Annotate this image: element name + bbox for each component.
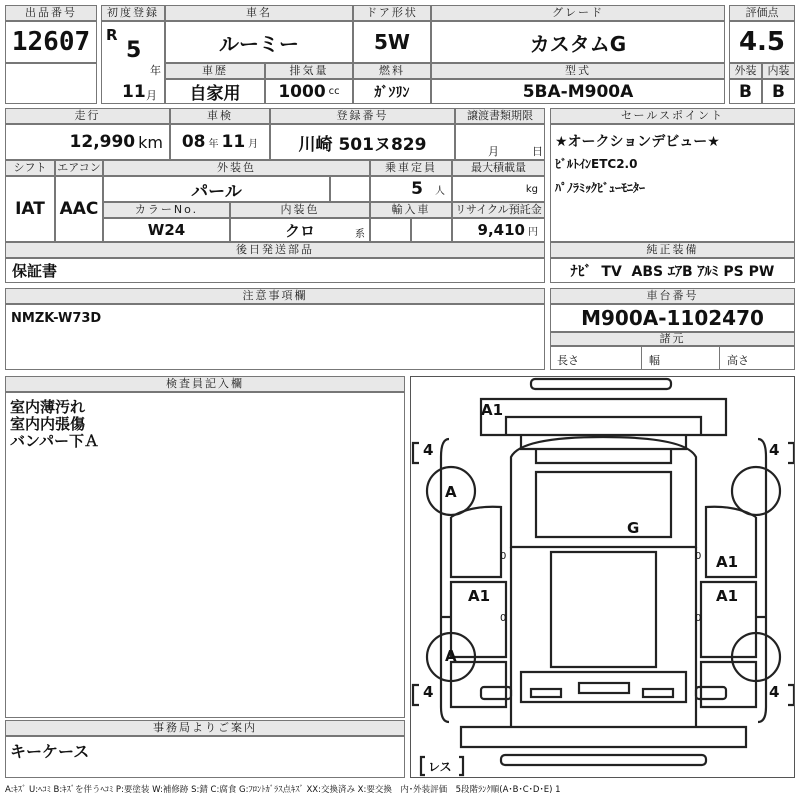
inspection-cell	[170, 124, 270, 160]
capacity-value: 5	[411, 179, 423, 199]
sales-point-1: ★オークションデビュー★	[555, 134, 720, 150]
legend-text: A:ｷｽﾞ U:ﾍｺﾐ B:ｷｽﾞを伴うﾍｺﾐ P:要塗装 W:補修跡 S:錆 C:腐食 G:ﾌﾛﾝﾄｶﾞﾗｽ点ｷｽﾞ XX:交換済み X:要交換 内･外装評価 5段階ﾗﾝｸ順(A･B･C･D･E) 1	[5, 785, 561, 795]
office-label: 事務局よりご案内	[5, 720, 405, 736]
notes-value: NMZK-W73D	[11, 311, 102, 326]
inspector-note-2: 室内内張傷	[10, 415, 86, 433]
spec-length: 長さ	[557, 354, 579, 367]
ext-color-blank	[330, 176, 370, 202]
lot-number: 12607	[5, 21, 97, 63]
car-diagram	[410, 376, 795, 778]
import-label: 輸入車	[370, 202, 452, 218]
mark-right-front-door: A1	[716, 553, 739, 571]
office-box	[5, 736, 405, 778]
history-label: 車歴	[165, 63, 265, 79]
later-parts-label: 後日発送部品	[5, 242, 545, 258]
mark-right-rear-door: A1	[716, 587, 739, 605]
door-value: 5W	[353, 21, 431, 63]
ext-color-value: パール	[103, 176, 330, 202]
inspector-note-1: 室内薄汚れ	[10, 398, 86, 416]
car-outline-svg	[411, 377, 795, 778]
inspection-year-unit: 年	[208, 138, 219, 150]
first-reg-month: 11	[122, 82, 146, 102]
model-value: 5BA-M900A	[431, 79, 725, 104]
recycle-unit: 円	[528, 226, 538, 238]
aircon-value: AAC	[55, 176, 103, 242]
zero-label: 0	[500, 551, 507, 562]
model-label: 型式	[431, 63, 725, 79]
top-info-panel	[5, 5, 795, 104]
inspector-note-3: バンパー下Ａ	[10, 432, 99, 450]
vehicle-detail-panel	[5, 108, 545, 283]
shift-label: シフト	[5, 160, 55, 176]
score-ext: B	[729, 79, 762, 104]
inspection-year: 08	[181, 132, 206, 152]
zero-label: 0	[695, 551, 702, 562]
mileage-label: 走行	[5, 108, 170, 124]
tread-spare: レス	[428, 760, 452, 774]
tread-rear-right: 4	[769, 683, 780, 701]
sales-point-2: ﾋﾞﾙﾄｲﾝETC2.0	[555, 157, 638, 171]
import-cell-a	[370, 218, 411, 242]
recycle-value: 9,410	[477, 221, 525, 239]
specs-row	[550, 346, 795, 370]
first-reg-year: 5	[126, 38, 142, 63]
score-int-label: 内装	[762, 63, 795, 79]
fuel-label: 燃料	[353, 63, 431, 79]
mark-hood: A1	[481, 401, 504, 419]
capacity-unit: 人	[435, 185, 445, 197]
tread-rear-left: 4	[423, 683, 434, 701]
sales-point-3: ﾊﾟﾉﾗﾐｯｸﾋﾞｭｰﾓﾆﾀｰ	[555, 181, 646, 195]
int-color-unit: 系	[355, 229, 365, 240]
mark-left-rear-door: A1	[468, 587, 491, 605]
mark-roof: G	[627, 519, 640, 537]
transfer-month-unit: 月	[488, 145, 499, 158]
displacement-label: 排気量	[265, 63, 353, 79]
spec-width: 幅	[649, 354, 660, 367]
displacement-value: 1000	[278, 81, 326, 102]
first-reg-cell	[101, 21, 165, 104]
score-value: 4.5	[729, 21, 795, 63]
ext-color-label: 外装色	[103, 160, 370, 176]
inspection-month: 11	[221, 132, 246, 152]
tread-front-right: 4	[769, 441, 780, 459]
car-name-label: 車名	[165, 5, 353, 21]
office-value: キーケース	[10, 742, 90, 761]
int-color-cell	[230, 218, 370, 242]
import-cell-b	[411, 218, 452, 242]
max-load-cell	[452, 176, 545, 202]
aircon-label: エアコン	[55, 160, 103, 176]
transfer-day-unit: 日	[532, 145, 543, 158]
sales-points-label: セールスポイント	[550, 108, 795, 124]
recycle-label: リサイクル預託金	[452, 202, 545, 218]
shift-value: IAT	[5, 176, 55, 242]
door-label: ドア形状	[353, 5, 431, 21]
genuine-label: 純正装備	[550, 242, 795, 258]
chassis-label: 車台番号	[550, 288, 795, 304]
first-reg-year-unit: 年	[150, 64, 161, 77]
mileage-unit: km	[138, 132, 163, 152]
plate-label: 登録番号	[270, 108, 455, 124]
lot-blank	[5, 63, 97, 104]
tread-front-left: 4	[423, 441, 434, 459]
inspector-box	[5, 392, 405, 718]
color-no-value: W24	[103, 218, 230, 242]
inspection-label: 車検	[170, 108, 270, 124]
mileage-value: 12,990	[69, 132, 136, 152]
chassis-value: M900A-1102470	[550, 304, 795, 332]
plate-value: 川崎 501ヌ829	[270, 124, 455, 160]
history-value: 自家用	[165, 79, 265, 104]
capacity-label: 乗車定員	[370, 160, 452, 176]
first-reg-era: R	[106, 26, 118, 44]
transfer-cell	[455, 124, 545, 160]
recycle-cell	[452, 218, 545, 242]
int-color-label: 内装色	[230, 202, 370, 218]
mark-left-front-tire: A	[445, 483, 457, 501]
first-reg-label: 初度登録	[101, 5, 165, 21]
color-no-label: カラーNo.	[103, 202, 230, 218]
genuine-value: ﾅﾋﾞ TV ABS ｴｱB ｱﾙﾐ PS PW	[550, 258, 795, 283]
inspection-month-unit: 月	[248, 138, 259, 150]
capacity-cell	[370, 176, 452, 202]
notes-box	[5, 304, 545, 370]
grade-label: グレード	[431, 5, 725, 21]
notes-label: 注意事項欄	[5, 288, 545, 304]
fuel-value: ｶﾞｿﾘﾝ	[353, 79, 431, 104]
max-load-unit: kg	[525, 183, 538, 195]
max-load-label: 最大積載量	[452, 160, 545, 176]
spec-height: 高さ	[727, 354, 749, 367]
sales-points-box	[550, 124, 795, 242]
first-reg-month-unit: 月	[146, 89, 157, 102]
zero-label: 0	[695, 613, 702, 624]
transfer-label: 譲渡書類期限	[455, 108, 545, 124]
lot-label: 出品番号	[5, 5, 97, 21]
score-ext-label: 外装	[729, 63, 762, 79]
specs-label: 諸元	[550, 332, 795, 346]
score-int: B	[762, 79, 795, 104]
displacement-cell	[265, 79, 353, 104]
grade-value: カスタムG	[431, 21, 725, 63]
score-label: 評価点	[729, 5, 795, 21]
later-parts-value: 保証書	[5, 258, 545, 283]
mark-left-rear-tire: A	[445, 647, 457, 665]
mileage-cell	[5, 124, 170, 160]
displacement-unit: cc	[328, 86, 340, 97]
car-name-value: ルーミー	[165, 21, 353, 63]
zero-label: 0	[500, 613, 507, 624]
int-color-value: クロ	[284, 221, 315, 240]
inspector-label: 検査員記入欄	[5, 376, 405, 392]
